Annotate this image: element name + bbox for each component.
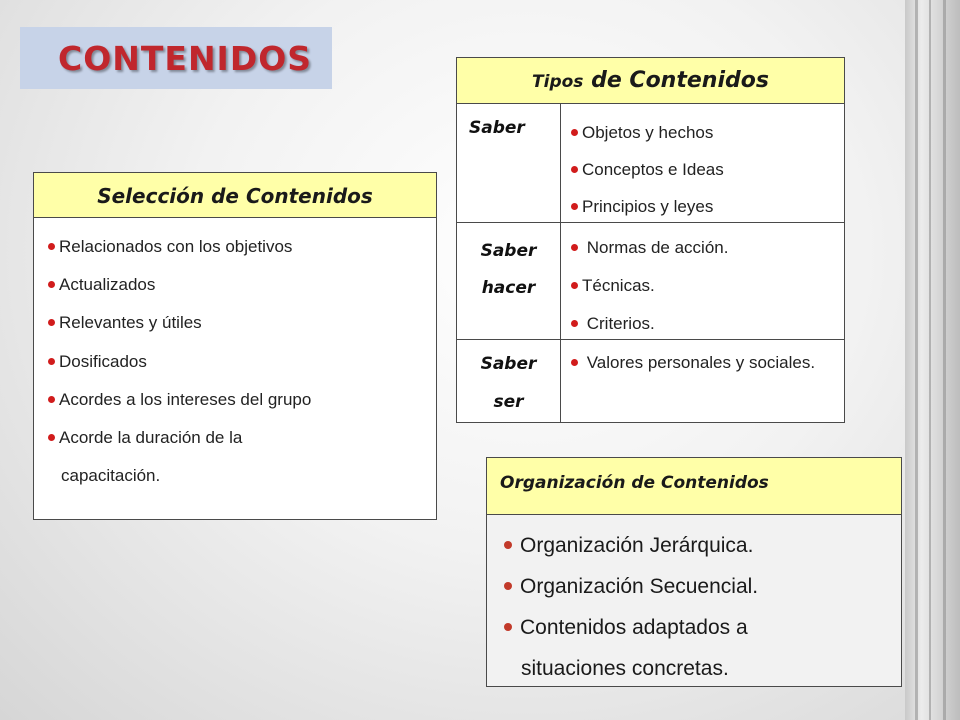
- bullet-icon: [571, 166, 578, 173]
- bullet-icon: [571, 320, 578, 327]
- seleccion-box: [33, 172, 437, 520]
- slide-title-banner: [20, 27, 332, 89]
- row-label: Saber hacer: [457, 223, 561, 339]
- row-label: Saber: [457, 104, 561, 222]
- slide-title: CONTENIDOS: [58, 39, 313, 78]
- bullet-icon: [504, 582, 512, 590]
- list-item: Acordes a los intereses del grupo: [48, 381, 436, 419]
- list-item: Dosificados: [48, 343, 436, 381]
- decorative-side-strip: [905, 0, 960, 720]
- bullet-icon: [504, 541, 512, 549]
- tipos-row-saber: [457, 104, 844, 223]
- list-item: Actualizados: [48, 266, 436, 304]
- organizacion-box: [486, 457, 902, 687]
- bullet-icon: [571, 359, 578, 366]
- seleccion-list: [34, 218, 436, 495]
- list-item: Principios y leyes: [571, 190, 838, 227]
- bullet-icon: [48, 358, 55, 365]
- list-item: Normas de acción.: [571, 229, 838, 267]
- bullet-icon: [48, 243, 55, 250]
- list-item: Acorde la duración de la: [48, 419, 436, 457]
- list-item-continuation: capacitación.: [61, 466, 161, 486]
- bullet-icon: [48, 319, 55, 326]
- list-item: Organización Jerárquica.: [504, 525, 901, 566]
- tipos-header-small: Tipos: [532, 72, 584, 92]
- list-item: Relevantes y útiles: [48, 304, 436, 342]
- tipos-row-saber-ser: [457, 340, 844, 422]
- list-item: Objetos y hechos: [571, 116, 838, 153]
- bullet-icon: [48, 281, 55, 288]
- tipos-header: [457, 58, 844, 104]
- list-item: Conceptos e Ideas: [571, 153, 838, 190]
- list-item: Organización Secuencial.: [504, 566, 901, 607]
- bullet-icon: [571, 203, 578, 210]
- bullet-icon: [48, 434, 55, 441]
- list-item: Técnicas.: [571, 267, 838, 305]
- tipos-table: [456, 57, 845, 423]
- organizacion-header: Organización de Contenidos: [487, 458, 901, 515]
- bullet-icon: [504, 623, 512, 631]
- organizacion-list: [487, 515, 901, 689]
- list-item-continuation: situaciones concretas.: [521, 657, 729, 680]
- tipos-row-saber-hacer: [457, 223, 844, 340]
- list-item: Criterios.: [571, 305, 838, 343]
- bullet-icon: [48, 396, 55, 403]
- row-label: Saber ser: [457, 340, 561, 422]
- seleccion-header: Selección de Contenidos: [34, 173, 436, 218]
- bullet-icon: [571, 282, 578, 289]
- list-item: Contenidos adaptados a: [504, 607, 901, 648]
- list-item: Valores personales y sociales.: [571, 348, 838, 377]
- tipos-header-large: de Contenidos: [591, 68, 769, 93]
- bullet-icon: [571, 129, 578, 136]
- bullet-icon: [571, 244, 578, 251]
- list-item: Relacionados con los objetivos: [48, 228, 436, 266]
